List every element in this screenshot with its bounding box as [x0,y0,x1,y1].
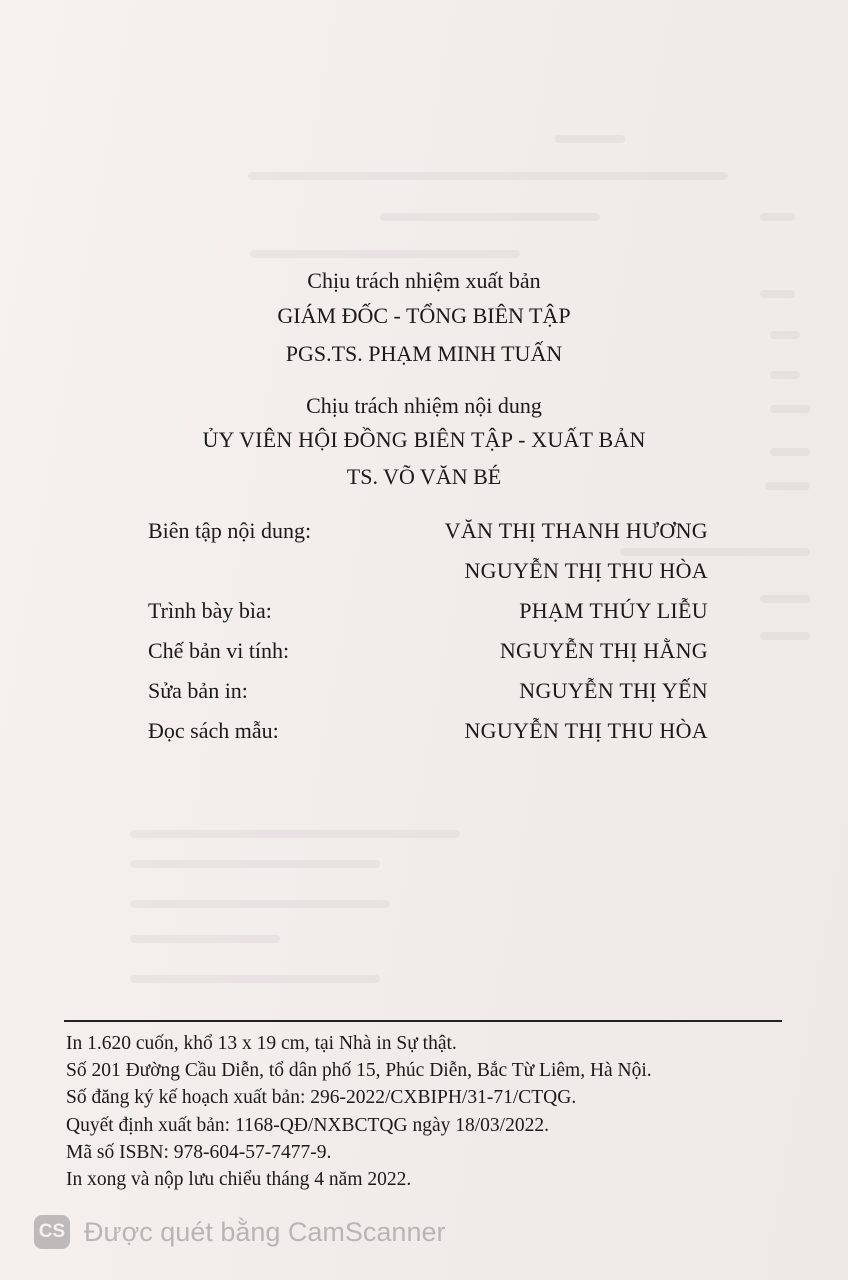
credit-row [148,718,708,748]
credit-value: NGUYỄN THỊ HẰNG [499,638,708,663]
publisher-heading: Chịu trách nhiệm xuất bản [307,268,541,293]
content-name: TS. VÕ VĂN BÉ [346,464,502,489]
imprint-line: Quyết định xuất bản: 1168-QĐ/NXBCTQG ngày 18/03/2022. [66,1114,549,1136]
credit-label: Đọc sách mẫu: [148,718,279,743]
imprint-line: Số đăng ký kế hoạch xuất bản: 296-2022/CXBIPH/31-71/CTQG. [66,1087,577,1109]
publisher-role: GIÁM ĐỐC - TỔNG BIÊN TẬP [277,303,571,328]
credit-label: Sửa bản in: [148,678,248,703]
credit-value: NGUYỄN THỊ THU HÒA [464,558,708,583]
credit-row [148,518,708,548]
credit-row [148,598,708,628]
imprint-block [66,1030,806,1193]
camscanner-logo-icon: CS [34,1215,70,1249]
credit-label: Chế bản vi tính: [148,638,290,663]
credit-value: NGUYỄN THỊ THU HÒA [464,718,708,743]
content-role: ỦY VIÊN HỘI ĐỒNG BIÊN TẬP - XUẤT BẢN [202,427,646,452]
camscanner-watermark [34,1212,445,1252]
credit-row [148,558,708,588]
credit-value: NGUYỄN THỊ YẾN [519,678,708,703]
imprint-line: In 1.620 cuốn, khổ 13 x 19 cm, tại Nhà in Sự thật. [66,1033,457,1054]
credit-label: Trình bày bìa: [148,598,272,623]
imprint-line: In xong và nộp lưu chiểu tháng 4 năm 2022. [66,1169,412,1191]
credit-label: Biên tập nội dung: [148,518,312,543]
watermark-text: Được quét bằng CamScanner [84,1216,446,1247]
credit-value: PHẠM THÚY LIỄU [519,598,708,623]
imprint-line: Mã số ISBN: 978-604-57-7477-9. [66,1141,332,1163]
imprint-line: Số 201 Đường Cầu Diễn, tổ dân phố 15, Phúc Diễn, Bắc Từ Liêm, Hà Nội. [66,1060,652,1082]
content-heading: Chịu trách nhiệm nội dung [306,393,542,418]
credit-value: VĂN THỊ THANH HƯƠNG [444,518,708,543]
credit-row [148,638,708,668]
credit-row [148,678,708,708]
publisher-name: PGS.TS. PHẠM MINH TUẤN [285,341,563,366]
imprint-divider [64,1020,782,1022]
